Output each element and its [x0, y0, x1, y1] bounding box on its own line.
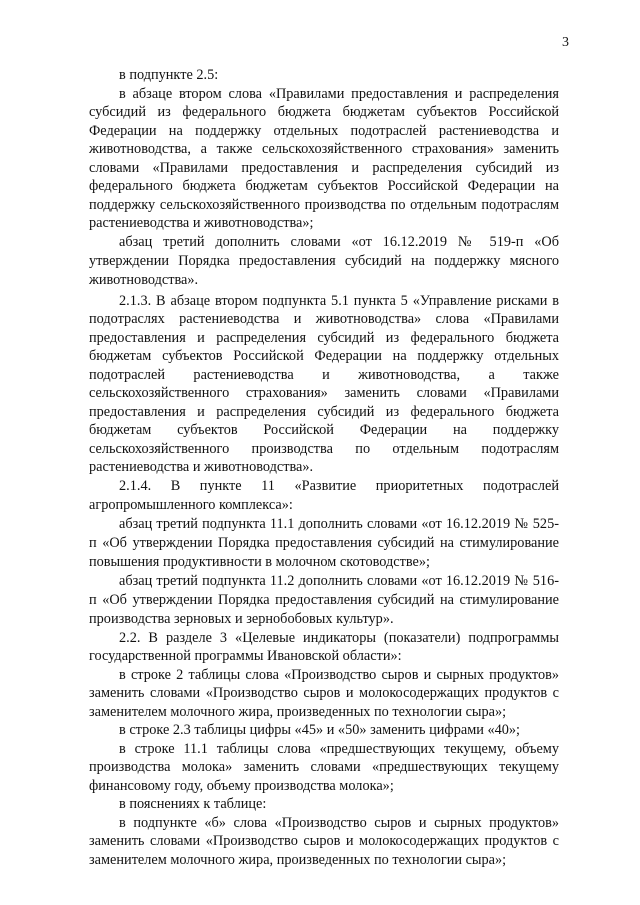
paragraph-12: в пояснениях к таблице:: [119, 796, 267, 812]
paragraph-7: абзац третий подпункта 11.2 дополнить словами «от 16.12.2019 № 516-п «Об утверждении Порядка предоставления субсидий на стимулирование производства зерновых и зернобобовых культур».: [89, 572, 559, 627]
paragraph-5: 2.1.4. В пункте 11 «Развитие приоритетных подотраслей агропромышленного комплекса»:: [89, 477, 559, 513]
paragraph-4: 2.1.3. В абзаце втором подпункта 5.1 пункта 5 «Управление рисками в подотраслях растениеводства и животноводства» слова «Правилами предоставления и распределения субсидий из федерального бюджета бюджетам субъектов Российской Федерации на поддержку отдельных подотраслей растениеводства и животноводства, а также сельскохозяйственного страхования» заменить словами «Правилами предоставления и распределения субсидий из федерального бюджета бюджетам субъектов Российской Федерации на поддержку сельскохозяйственного производства по отдельным подотраслям растениеводства и животноводства».: [89, 292, 559, 475]
paragraph-9: в строке 2 таблицы слова «Производство сыров и сырных продуктов» заменить словами «Производство сыров и молокосодержащих продуктов с заменителем молочного жира, произведенных по технологии сыра»;: [89, 666, 559, 720]
paragraph-6: абзац третий подпункта 11.1 дополнить словами «от 16.12.2019 № 525-п «Об утверждении Порядка предоставления субсидий на стимулирование повышения продуктивности в молочном скотоводстве»;: [89, 515, 559, 570]
paragraph-13: в подпункте «б» слова «Производство сыров и сырных продуктов» заменить словами «Производство сыров и молокосодержащих продуктов с заменителем молочного жира, произведенных по технологии сыра»;: [89, 814, 559, 868]
paragraph-3: абзац третий дополнить словами «от 16.12.2019 № 519-п «Об утверждении Порядка предоставления субсидий на поддержку мясного животноводства».: [89, 233, 559, 288]
document-body: [89, 66, 559, 869]
paragraph-10: в строке 2.3 таблицы цифры «45» и «50» заменить цифрами «40»;: [119, 722, 521, 738]
paragraph-2: в абзаце втором слова «Правилами предоставления и распределения субсидий из федерального бюджета бюджетам субъектов Российской Федерации на поддержку отдельных подотраслей растениеводства и животноводства, а также сельскохозяйственного страхования» заменить словами «Правилами предоставления и распределения субсидий из федерального бюджета бюджетам субъектов Российской Федерации на поддержку сельскохозяйственного производства по отдельным подотраслям растениеводства и животноводства»;: [89, 85, 559, 231]
paragraph-8: 2.2. В разделе 3 «Целевые индикаторы (показатели) подпрограммы государственной программы Ивановской области»:: [89, 629, 559, 664]
page-number: 3: [562, 35, 569, 50]
paragraph-11: в строке 11.1 таблицы слова «предшествующих текущему, объему производства молока» заменить словами «предшествующих текущему финансовому году, объему производства молока»;: [89, 740, 559, 794]
paragraph-1: в подпункте 2.5:: [119, 67, 219, 83]
